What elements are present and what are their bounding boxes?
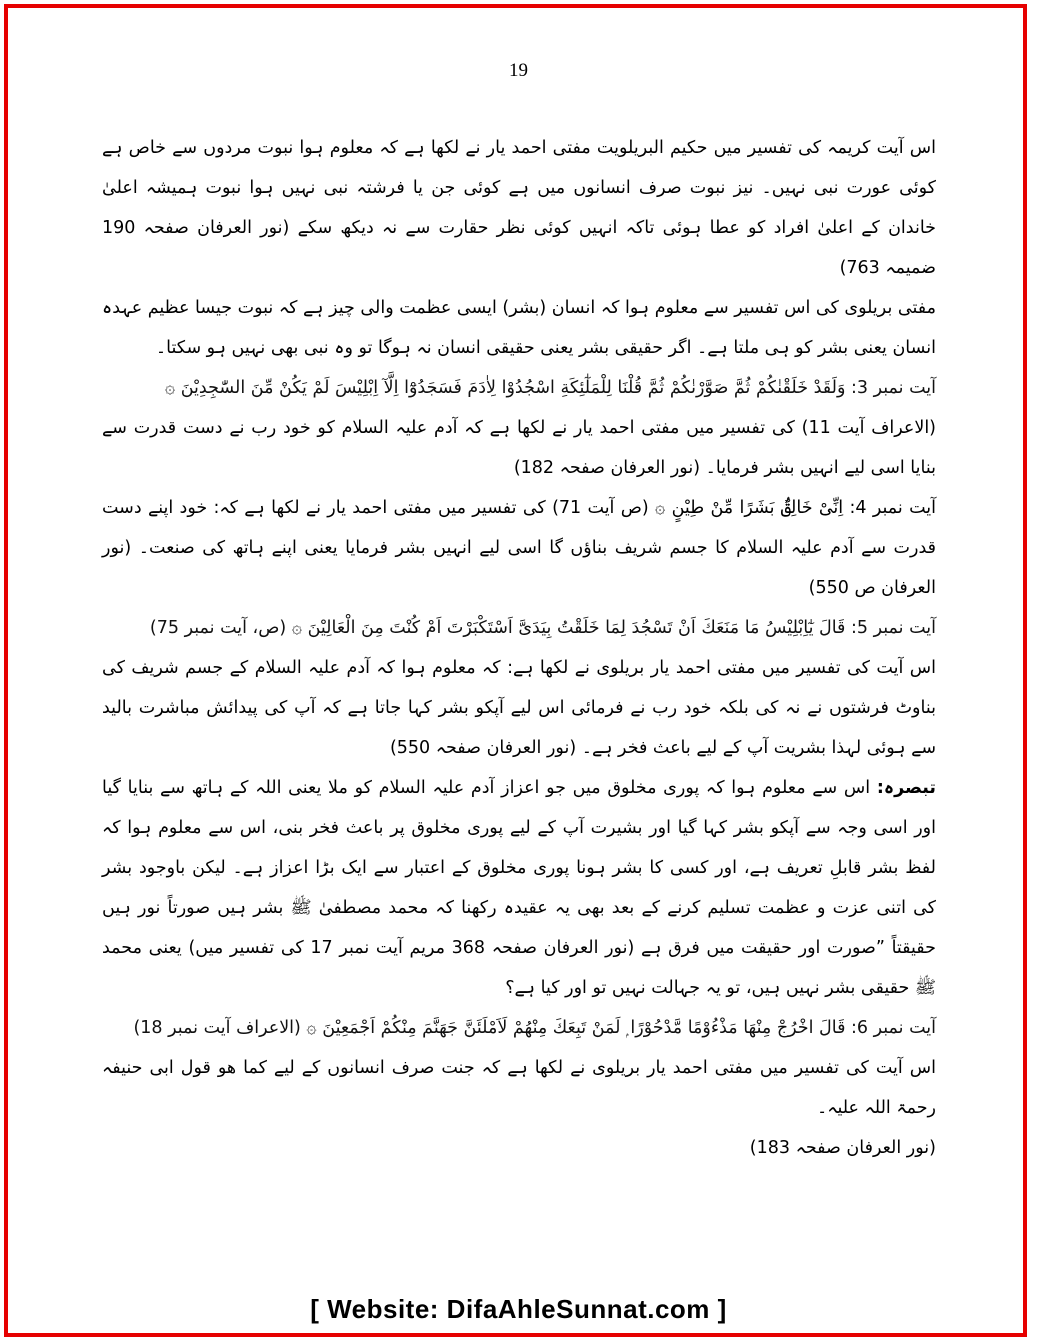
website-footer: [ Website: DifaAhleSunnat.com ] [310, 1294, 727, 1324]
ayah-4-paragraph: آیت نمبر 4: اِنِّىْ خَالِقٌۢ بَشَرًا مِّنْ طِيْنٍ ۞ (ص آیت 71) کی تفسیر میں مفتی احمد یار نے لکھا ہے کہ: خود اپنے دست قدرت سے آدم علیہ السلام کا جسم شریف بناؤں گا اسی لیے انہیں بشر فرمایا یعنی اپنے ہاتھ کی صنعت۔ (نور العرفان ص 550) [102, 498, 936, 598]
comment-label: تبصرہ: [876, 778, 936, 798]
document-body [102, 128, 936, 1168]
paragraph-1: اس آیت کریمہ کی تفسیر میں حکیم البریلویت مفتی احمد یار نے لکھا ہے کہ معلوم ہوا نبوت مردوں سے خاص ہے کوئی عورت نبی نہیں۔ نیز نبوت صرف انسانوں میں ہے کوئی جن یا فرشتہ نبی نہیں ہوا نبوت ہمیشہ اعلیٰ خاندان کے اعلیٰ افراد کو عطا ہوئی تاکہ انہیں کوئی نظر حقارت سے نہ دیکھ سکے (نور العرفان صفحہ 190 ضمیمہ 763) [102, 138, 936, 278]
comment-paragraph [102, 768, 936, 1008]
paragraph-2: مفتی بریلوی کی اس تفسیر سے معلوم ہوا کہ انسان (بشر) ایسی عظمت والی چیز ہے کہ نبوت جیسا عظیم عہدہ انسان یعنی بشر کو ہی ملتا ہے۔ اگر حقیقی بشر یعنی حقیقی انسان نہ ہوگا تو وہ نبی بھی نہیں ہو سکتا۔ [102, 298, 936, 358]
ayah-3: آیت نمبر 3: وَلَقَدْ خَلَقْنٰكُمْ ثُمَّ صَوَّرْنٰكُمْ ثُمَّ قُلْنَا لِلْمَلٰٓئِكَةِ اسْجُدُوْا لِاٰدَمَ فَسَجَدُوْٓا اِلَّآ اِبْلِيْسَ لَمْ يَكُنْ مِّنَ السّٰجِدِيْنَ ۞ [164, 378, 936, 398]
page-number: 19 [509, 60, 528, 81]
comment-text: اس سے معلوم ہوا کہ پوری مخلوق میں جو اعزاز آدم علیہ السلام کو ملا یعنی اللہ کے ہاتھ سے بنایا گیا اور اسی وجہ سے آپکو بشر کہا گیا اور بشیرت آپ کے لیے پوری مخلوق پر باعث فخر بنی، اس سے معلوم ہوا کہ لفظ بشر قابلِ تعریف ہے، اور کسی کا بشر ہونا پوری مخلوق کے اعتبار سے ایک بڑا اعزاز ہے۔ لیکن باوجود بشر کی اتنی عزت و عظمت تسلیم کرنے کے بعد بھی یہ عقیدہ رکھنا کہ محمد مصطفیٰ ﷺ بشر ہیں صورتاً نور ہیں حقیقتاً ”صورت اور حقیقت میں فرق ہے (نور العرفان صفحہ 368 مریم آیت نمبر 17 کی تفسیر میں) یعنی محمد ﷺ حقیقی بشر نہیں ہیں، تو یہ جہالت نہیں تو اور کیا ہے؟ [102, 778, 936, 998]
paragraph-3: (الاعراف آیت 11) کی تفسیر میں مفتی احمد یار نے لکھا ہے کہ آدم علیہ السلام کو خود رب نے دست قدرت سے بنایا اسی لیے انہیں بشر فرمایا۔ (نور العرفان صفحہ 182) [102, 418, 937, 478]
ayah-6: آیت نمبر 6: قَالَ اخْرُجْ مِنْهَا مَذْءُوْمًا مَّدْحُوْرًا ۭ لَمَنْ تَبِعَكَ مِنْهُمْ لَاَمْلَئَنَّ جَهَنَّمَ مِنْكُمْ اَجْمَعِيْنَ ۞ (الاعراف آیت نمبر 18) [133, 1018, 936, 1038]
ayah-5: آیت نمبر 5: قَالَ يٰٓاِبْلِيْسُ مَا مَنَعَكَ اَنْ تَسْجُدَ لِمَا خَلَقْتُ بِيَدَىَّ اَسْتَكْبَرْتَ اَمْ كُنْتَ مِنَ الْعَالِيْنَ ۞ (ص، آیت نمبر 75) [149, 618, 936, 638]
paragraph-5: اس آیت کی تفسیر میں مفتی احمد یار بریلوی نے لکھا ہے: کہ معلوم ہوا کہ آدم علیہ السلام کے جسم شریف کی بناوٹ فرشتوں نے نہ کی بلکہ خود رب نے فرمائی اس لیے آپکو بشر کہا جاتا ہے کہ آپ کی پیدائش مباشرت بالید سے ہوئی لہذا بشریت آپ کے لیے باعث فخر ہے۔ (نور العرفان صفحہ 550) [102, 658, 936, 758]
reference-note: (نور العرفان صفحہ 183) [749, 1138, 936, 1158]
paragraph-6: اس آیت کی تفسیر میں مفتی احمد یار بریلوی نے لکھا ہے کہ جنت صرف انسانوں کے لیے کما ھو قول ابی حنیفہ رحمۃ اللہ علیہ۔ [102, 1058, 936, 1118]
